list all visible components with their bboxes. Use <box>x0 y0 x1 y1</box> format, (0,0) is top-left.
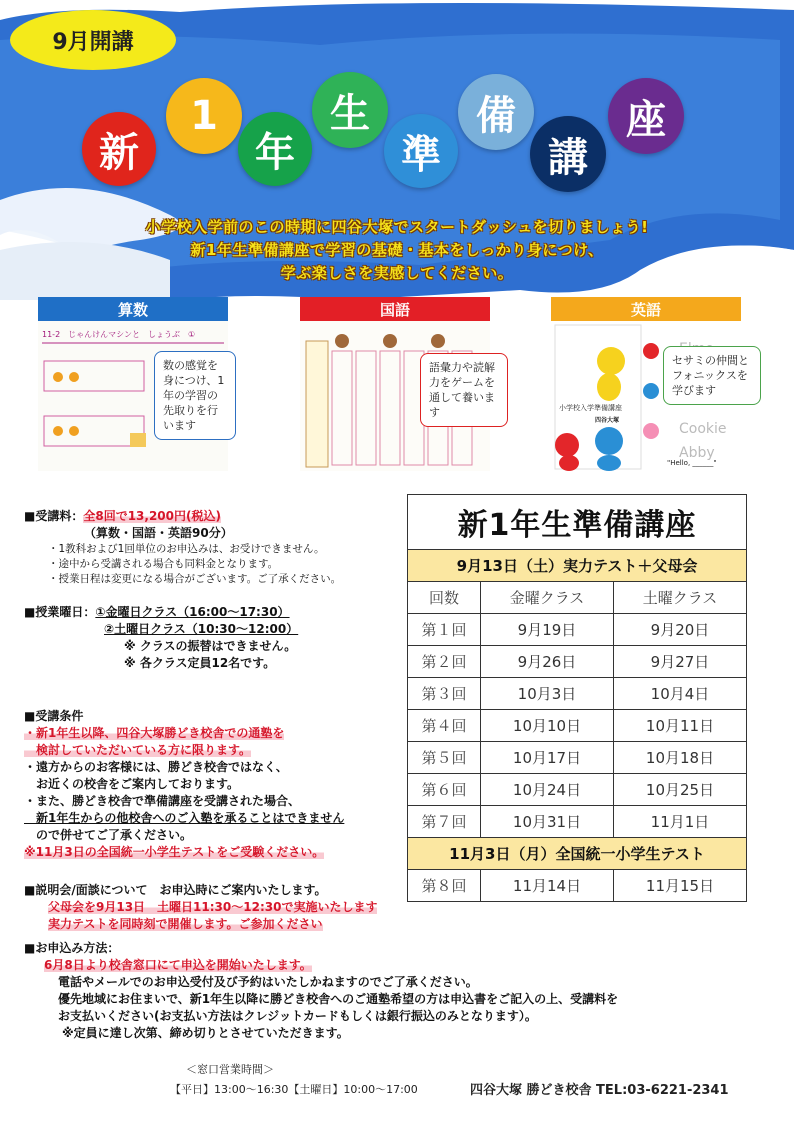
conditions-label: ■受講条件 <box>24 709 84 723</box>
apply-section <box>24 940 618 1042</box>
friday-date: 10月17日 <box>481 742 614 774</box>
session-no: 第２回 <box>408 646 481 678</box>
fee-label: ■受講料： <box>24 509 84 523</box>
title-char-kou: 講 <box>530 116 606 192</box>
title-char-jun: 準 <box>384 114 458 188</box>
apply-line-2: 優先地域にお住まいで、新1年生以降に勝どき校舎へのご通塾希望の方は申込書をご記入の上、受講料を <box>58 992 619 1006</box>
friday-date: 10月3日 <box>481 678 614 710</box>
briefing-line-1: 父母会を9月13日 土曜日11:30〜12:30で実施いたします <box>48 900 378 914</box>
english-callout: セサミの仲間とフォニックスを学びます <box>663 346 761 405</box>
apply-highlight: 6月8日より校舎窓口にて申込を開始いたします。 <box>44 958 312 972</box>
condition-3a: ・また、勝どき校舎で準備講座を受講された場合、 <box>24 794 301 808</box>
briefing-label: ■説明会/面談について お申込時にご案内いたします。 <box>24 883 327 897</box>
worksheet-title: 11-2 じゃんけんマシンと しょうぶ ① <box>42 330 196 339</box>
days-label: ■授業曜日： <box>24 605 96 619</box>
saturday-date: 11月15日 <box>614 870 747 902</box>
hello-line: "Hello, ______" <box>667 459 717 467</box>
session-no: 第３回 <box>408 678 481 710</box>
briefing-line-2: 実力テストを同時刻で開催します。ご参加ください <box>48 917 323 931</box>
saturday-date: 9月20日 <box>614 614 747 646</box>
fee-detail: （算数・国語・英語90分） <box>84 526 233 540</box>
title-char-za: 座 <box>608 78 684 154</box>
start-month-badge: 9月開講 <box>10 10 176 70</box>
friday-date: 10月31日 <box>481 806 614 838</box>
saturday-date: 10月4日 <box>614 678 747 710</box>
session-no: 第８回 <box>408 870 481 902</box>
hours-label: ＜窓口営業時間＞ <box>186 1063 274 1076</box>
apply-label: ■お申込み方法： <box>24 941 120 955</box>
school-contact: 四谷大塚 勝どき校舎 TEL:03-6221-2341 <box>470 1083 729 1098</box>
header-saturday: 土曜クラス <box>614 582 747 614</box>
condition-1a: ・新1年生以降、四谷大塚勝どき校舎での通塾を <box>24 726 285 740</box>
table-row <box>408 614 747 646</box>
subject-title-japanese: 国語 <box>300 297 490 321</box>
apply-line-1: 電話やメールでのお申込受付及び予約はいたしかねますのでご了承ください。 <box>58 975 478 989</box>
hours-text: 【平日】13:00〜16:30【土曜日】10:00〜17:00 <box>170 1083 418 1096</box>
saturday-date: 10月25日 <box>614 774 747 806</box>
saturday-date: 10月11日 <box>614 710 747 742</box>
japanese-callout: 語彙力や読解力をゲームを通して養います <box>420 353 508 427</box>
lead-line-2: 新1年生準備講座で学習の基礎・基本をしっかり身につけ、 <box>190 241 604 259</box>
lead-line-1: 小学校入学前のこの時期に四谷大塚でスタートダッシュを切りましょう! <box>145 218 649 236</box>
session-no: 第６回 <box>408 774 481 806</box>
table-row <box>408 870 747 902</box>
title-char-bi: 備 <box>458 74 534 150</box>
schedule-test-2: 11月3日（月）全国統一小学生テスト <box>408 838 747 870</box>
friday-date: 9月26日 <box>481 646 614 678</box>
subject-panel-math <box>38 297 228 472</box>
lead-line-3: 学ぶ楽しさを実感してください。 <box>280 264 514 282</box>
fee-note-2: ・途中から受講される場合も同料金となります。 <box>48 558 279 570</box>
saturday-date: 9月27日 <box>614 646 747 678</box>
english-book-title: 小学校入学準備講座 <box>559 404 622 412</box>
conditions-section <box>24 708 344 861</box>
saturday-date: 10月18日 <box>614 742 747 774</box>
fee-highlight: 全8回で13,200円(税込) <box>83 509 221 523</box>
condition-3c: ので併せてご了承ください。 <box>24 828 193 842</box>
subject-panel-english <box>551 297 749 472</box>
fee-note-1: ・1教科および1回単位のお申込みは、お受けできません。 <box>48 543 325 555</box>
days-section <box>24 604 298 672</box>
table-row <box>408 646 747 678</box>
table-row <box>408 774 747 806</box>
apply-line-3: お支払いください(お支払い方法はクレジットカードもしくは銀行振込のみとなります）。 <box>58 1009 537 1023</box>
days-note-1: ※ クラスの振替はできません。 <box>124 639 297 653</box>
session-no: 第５回 <box>408 742 481 774</box>
condition-4: ※11月3日の全国統一小学生テストをご受験ください。 <box>24 845 325 859</box>
condition-2a: ・遠方からのお客様には、勝どき校舎ではなく、 <box>24 760 288 774</box>
class-friday: ①金曜日クラス（16:00〜17:30） <box>95 605 290 619</box>
condition-3b: 新1年生からの他校舎へのご入塾を承ることはできません <box>24 811 345 825</box>
schedule-title: 新1年生準備講座 <box>408 495 747 550</box>
fee-section <box>24 508 341 587</box>
english-book-brand: 四谷大塚 <box>595 417 620 424</box>
math-callout: 数の感覚を身につけ、1年の学習の先取りを行います <box>154 351 236 440</box>
table-row <box>408 742 747 774</box>
header-friday: 金曜クラス <box>481 582 614 614</box>
saturday-date: 11月1日 <box>614 806 747 838</box>
title-char-new: 新 <box>82 112 156 186</box>
session-no: 第７回 <box>408 806 481 838</box>
subject-title-english: 英語 <box>551 297 741 321</box>
apply-line-4: ※定員に達し次第、締め切りとさせていただきます。 <box>62 1026 349 1040</box>
title-char-year: 年 <box>238 112 312 186</box>
table-row <box>408 806 747 838</box>
fee-note-3: ・授業日程は変更になる場合がございます。ご了承ください。 <box>48 573 342 585</box>
header-number: 回数 <box>408 582 481 614</box>
word-abby: Abby <box>679 445 715 461</box>
session-no: 第４回 <box>408 710 481 742</box>
friday-date: 10月10日 <box>481 710 614 742</box>
table-row <box>408 678 747 710</box>
title-char-one: 1 <box>166 78 242 154</box>
condition-1b: 検討していただいている方に限ります。 <box>24 743 252 757</box>
condition-2b: お近くの校舎をご案内しております。 <box>24 777 240 791</box>
schedule-table <box>407 494 747 902</box>
subject-title-math: 算数 <box>38 297 228 321</box>
class-saturday: ②土曜日クラス（10:30〜12:00） <box>104 622 299 636</box>
subject-panel-japanese <box>300 297 495 472</box>
table-row <box>408 710 747 742</box>
days-note-2: ※ 各クラス定員12名です。 <box>124 656 276 670</box>
schedule-test-1: 9月13日（土）実力テスト＋父母会 <box>408 550 747 582</box>
friday-date: 10月24日 <box>481 774 614 806</box>
friday-date: 9月19日 <box>481 614 614 646</box>
briefing-section <box>24 882 377 933</box>
friday-date: 11月14日 <box>481 870 614 902</box>
title-char-student: 生 <box>312 72 388 148</box>
session-no: 第１回 <box>408 614 481 646</box>
word-cookie: Cookie <box>679 421 727 437</box>
